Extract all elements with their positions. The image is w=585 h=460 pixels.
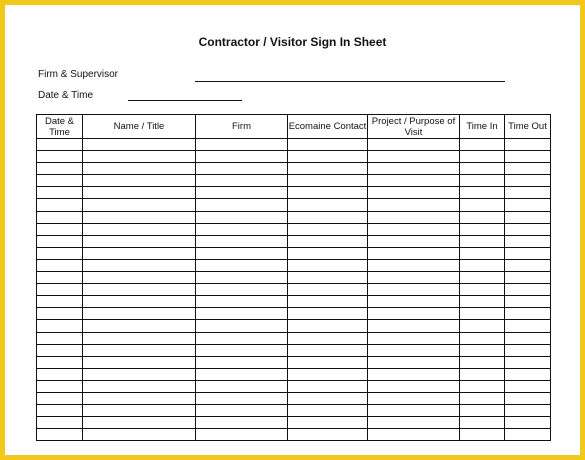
table-cell[interactable] — [505, 308, 551, 320]
table-cell[interactable] — [37, 187, 83, 199]
table-cell[interactable] — [37, 284, 83, 296]
table-cell[interactable] — [196, 368, 288, 380]
table-cell[interactable] — [37, 259, 83, 271]
table-cell[interactable] — [83, 272, 196, 284]
table-cell[interactable] — [368, 199, 460, 211]
table-cell[interactable] — [83, 223, 196, 235]
table-cell[interactable] — [460, 151, 505, 163]
table-cell[interactable] — [368, 139, 460, 151]
table-cell[interactable] — [37, 272, 83, 284]
table-cell[interactable] — [505, 211, 551, 223]
table-cell[interactable] — [505, 380, 551, 392]
table-cell[interactable] — [505, 296, 551, 308]
table-row — [37, 187, 551, 199]
table-row — [37, 344, 551, 356]
table-cell[interactable] — [83, 320, 196, 332]
table-row — [37, 163, 551, 175]
table-cell[interactable] — [368, 320, 460, 332]
table-cell[interactable] — [368, 259, 460, 271]
table-cell[interactable] — [368, 380, 460, 392]
table-row — [37, 284, 551, 296]
table-cell[interactable] — [83, 296, 196, 308]
table-cell[interactable] — [288, 284, 368, 296]
table-cell[interactable] — [460, 247, 505, 259]
column-header-ecomaine-contact: Ecomaine Contact — [288, 115, 368, 139]
table-cell[interactable] — [460, 368, 505, 380]
table-cell[interactable] — [37, 429, 83, 441]
table-row — [37, 332, 551, 344]
table-cell[interactable] — [196, 272, 288, 284]
table-cell[interactable] — [83, 139, 196, 151]
table-cell[interactable] — [37, 356, 83, 368]
table-cell[interactable] — [83, 284, 196, 296]
column-header-name-title: Name / Title — [83, 115, 196, 139]
table-cell[interactable] — [196, 344, 288, 356]
table-cell[interactable] — [460, 380, 505, 392]
table-cell[interactable] — [368, 284, 460, 296]
table-cell[interactable] — [196, 223, 288, 235]
table-cell[interactable] — [505, 429, 551, 441]
table-row — [37, 259, 551, 271]
table-cell[interactable] — [460, 199, 505, 211]
table-cell[interactable] — [196, 247, 288, 259]
table-cell[interactable] — [288, 392, 368, 404]
table-cell[interactable] — [505, 235, 551, 247]
column-header-firm: Firm — [196, 115, 288, 139]
table-cell[interactable] — [368, 356, 460, 368]
table-row — [37, 272, 551, 284]
table-row — [37, 235, 551, 247]
table-cell[interactable] — [288, 139, 368, 151]
table-cell[interactable] — [37, 211, 83, 223]
table-cell[interactable] — [196, 332, 288, 344]
table-cell[interactable] — [37, 392, 83, 404]
table-cell[interactable] — [505, 392, 551, 404]
table-cell[interactable] — [196, 296, 288, 308]
table-cell[interactable] — [288, 332, 368, 344]
table-cell[interactable] — [37, 308, 83, 320]
table-cell[interactable] — [460, 320, 505, 332]
table-cell[interactable] — [83, 211, 196, 223]
table-cell[interactable] — [505, 368, 551, 380]
table-cell[interactable] — [505, 344, 551, 356]
table-body — [37, 139, 551, 441]
table-cell[interactable] — [196, 139, 288, 151]
table-cell[interactable] — [368, 368, 460, 380]
page-title: Contractor / Visitor Sign In Sheet — [198, 35, 387, 49]
table-cell[interactable] — [368, 163, 460, 175]
table-cell[interactable] — [83, 417, 196, 429]
table-cell[interactable] — [288, 272, 368, 284]
table-cell[interactable] — [288, 356, 368, 368]
table-cell[interactable] — [196, 163, 288, 175]
table-row — [37, 405, 551, 417]
table-cell[interactable] — [505, 272, 551, 284]
table-row — [37, 308, 551, 320]
table-cell[interactable] — [196, 199, 288, 211]
table-cell[interactable] — [460, 223, 505, 235]
table-cell[interactable] — [505, 356, 551, 368]
table-cell[interactable] — [460, 139, 505, 151]
table-cell[interactable] — [37, 223, 83, 235]
table-cell[interactable] — [288, 320, 368, 332]
table-cell[interactable] — [83, 247, 196, 259]
table-cell[interactable] — [83, 308, 196, 320]
table-row — [37, 320, 551, 332]
table-cell[interactable] — [460, 284, 505, 296]
table-cell[interactable] — [83, 199, 196, 211]
table-cell[interactable] — [368, 247, 460, 259]
table-cell[interactable] — [288, 211, 368, 223]
table-cell[interactable] — [505, 151, 551, 163]
table-cell[interactable] — [37, 380, 83, 392]
table-cell[interactable] — [460, 272, 505, 284]
table-cell[interactable] — [196, 284, 288, 296]
table-cell[interactable] — [83, 380, 196, 392]
table-cell[interactable] — [288, 296, 368, 308]
table-cell[interactable] — [460, 175, 505, 187]
table-cell[interactable] — [460, 429, 505, 441]
table-cell[interactable] — [460, 163, 505, 175]
table-cell[interactable] — [368, 235, 460, 247]
table-row — [37, 429, 551, 441]
table-cell[interactable] — [83, 235, 196, 247]
table-cell[interactable] — [505, 417, 551, 429]
table-cell[interactable] — [368, 332, 460, 344]
table-cell[interactable] — [368, 417, 460, 429]
table-row — [37, 368, 551, 380]
table-cell[interactable] — [288, 223, 368, 235]
table-cell[interactable] — [196, 235, 288, 247]
table-cell[interactable] — [288, 344, 368, 356]
column-header-time-in: Time In — [460, 115, 505, 139]
table-cell[interactable] — [505, 284, 551, 296]
table-cell[interactable] — [83, 151, 196, 163]
table-cell[interactable] — [37, 139, 83, 151]
table-cell[interactable] — [288, 151, 368, 163]
date-time-line[interactable] — [128, 100, 242, 101]
table-cell[interactable] — [505, 259, 551, 271]
table-row — [37, 296, 551, 308]
table-cell[interactable] — [83, 175, 196, 187]
table-cell[interactable] — [196, 320, 288, 332]
table-cell[interactable] — [196, 405, 288, 417]
table-cell[interactable] — [505, 223, 551, 235]
table-cell[interactable] — [368, 344, 460, 356]
table-cell[interactable] — [83, 356, 196, 368]
table-row — [37, 139, 551, 151]
firm-supervisor-line[interactable] — [195, 81, 505, 82]
table-cell[interactable] — [37, 320, 83, 332]
table-row — [37, 356, 551, 368]
column-header-date-time: Date & Time — [37, 115, 83, 139]
table-cell[interactable] — [83, 344, 196, 356]
table-cell[interactable] — [37, 175, 83, 187]
table-cell[interactable] — [37, 344, 83, 356]
table-cell[interactable] — [288, 247, 368, 259]
table-cell[interactable] — [460, 405, 505, 417]
table-cell[interactable] — [460, 187, 505, 199]
table-cell[interactable] — [368, 175, 460, 187]
table-cell[interactable] — [460, 344, 505, 356]
table-cell[interactable] — [505, 199, 551, 211]
table-cell[interactable] — [505, 187, 551, 199]
table-cell[interactable] — [288, 429, 368, 441]
table-cell[interactable] — [196, 417, 288, 429]
table-cell[interactable] — [196, 187, 288, 199]
table-row — [37, 380, 551, 392]
column-header-project-purpose: Project / Purpose of Visit — [368, 115, 460, 139]
table-cell[interactable] — [196, 429, 288, 441]
table-row — [37, 151, 551, 163]
table-header-row — [37, 115, 551, 139]
table-cell[interactable] — [288, 417, 368, 429]
table-cell[interactable] — [368, 308, 460, 320]
table-cell[interactable] — [196, 380, 288, 392]
table-row — [37, 175, 551, 187]
date-time-label: Date & Time — [38, 90, 94, 101]
table-cell[interactable] — [83, 332, 196, 344]
table-cell[interactable] — [196, 308, 288, 320]
table-cell[interactable] — [460, 356, 505, 368]
table-cell[interactable] — [37, 163, 83, 175]
table-cell[interactable] — [460, 332, 505, 344]
table-cell[interactable] — [505, 332, 551, 344]
table-row — [37, 211, 551, 223]
table-cell[interactable] — [196, 175, 288, 187]
table-cell[interactable] — [368, 272, 460, 284]
table-cell[interactable] — [288, 235, 368, 247]
table-cell[interactable] — [505, 139, 551, 151]
table-cell[interactable] — [288, 405, 368, 417]
table-cell[interactable] — [37, 368, 83, 380]
table-row — [37, 247, 551, 259]
table-row — [37, 417, 551, 429]
table-cell[interactable] — [288, 380, 368, 392]
table-cell[interactable] — [37, 417, 83, 429]
table-cell[interactable] — [288, 187, 368, 199]
table-cell[interactable] — [288, 175, 368, 187]
table-cell[interactable] — [83, 405, 196, 417]
sign-in-table — [36, 114, 551, 441]
table-cell[interactable] — [196, 259, 288, 271]
table-cell[interactable] — [505, 405, 551, 417]
table-cell[interactable] — [460, 211, 505, 223]
table-cell[interactable] — [37, 247, 83, 259]
table-cell[interactable] — [368, 211, 460, 223]
table-cell[interactable] — [83, 429, 196, 441]
table-cell[interactable] — [37, 235, 83, 247]
table-cell[interactable] — [505, 175, 551, 187]
table-cell[interactable] — [460, 296, 505, 308]
table-cell[interactable] — [368, 405, 460, 417]
table-cell[interactable] — [288, 259, 368, 271]
table-cell[interactable] — [37, 296, 83, 308]
table-cell[interactable] — [460, 259, 505, 271]
table-cell[interactable] — [196, 392, 288, 404]
table-cell[interactable] — [83, 392, 196, 404]
table-row — [37, 392, 551, 404]
table-cell[interactable] — [83, 259, 196, 271]
table-row — [37, 223, 551, 235]
table-cell[interactable] — [83, 187, 196, 199]
table-cell[interactable] — [37, 405, 83, 417]
table-cell[interactable] — [460, 417, 505, 429]
firm-supervisor-label: Firm & Supervisor — [38, 69, 119, 80]
table-cell[interactable] — [460, 392, 505, 404]
table-row — [37, 199, 551, 211]
table-cell[interactable] — [288, 368, 368, 380]
table-cell[interactable] — [368, 187, 460, 199]
table-cell[interactable] — [505, 247, 551, 259]
table-cell[interactable] — [505, 163, 551, 175]
table-cell[interactable] — [37, 332, 83, 344]
table-cell[interactable] — [37, 151, 83, 163]
table-cell[interactable] — [368, 392, 460, 404]
table-cell[interactable] — [460, 308, 505, 320]
table-cell[interactable] — [288, 308, 368, 320]
table-cell[interactable] — [368, 151, 460, 163]
table-cell[interactable] — [196, 356, 288, 368]
table-cell[interactable] — [196, 211, 288, 223]
table-cell[interactable] — [83, 163, 196, 175]
table-cell[interactable] — [288, 199, 368, 211]
table-cell[interactable] — [196, 151, 288, 163]
table-cell[interactable] — [368, 223, 460, 235]
table-cell[interactable] — [288, 163, 368, 175]
table-cell[interactable] — [460, 235, 505, 247]
table-cell[interactable] — [368, 429, 460, 441]
column-header-time-out: Time Out — [505, 115, 551, 139]
table-cell[interactable] — [37, 199, 83, 211]
table-cell[interactable] — [505, 320, 551, 332]
table-cell[interactable] — [368, 296, 460, 308]
table-cell[interactable] — [83, 368, 196, 380]
